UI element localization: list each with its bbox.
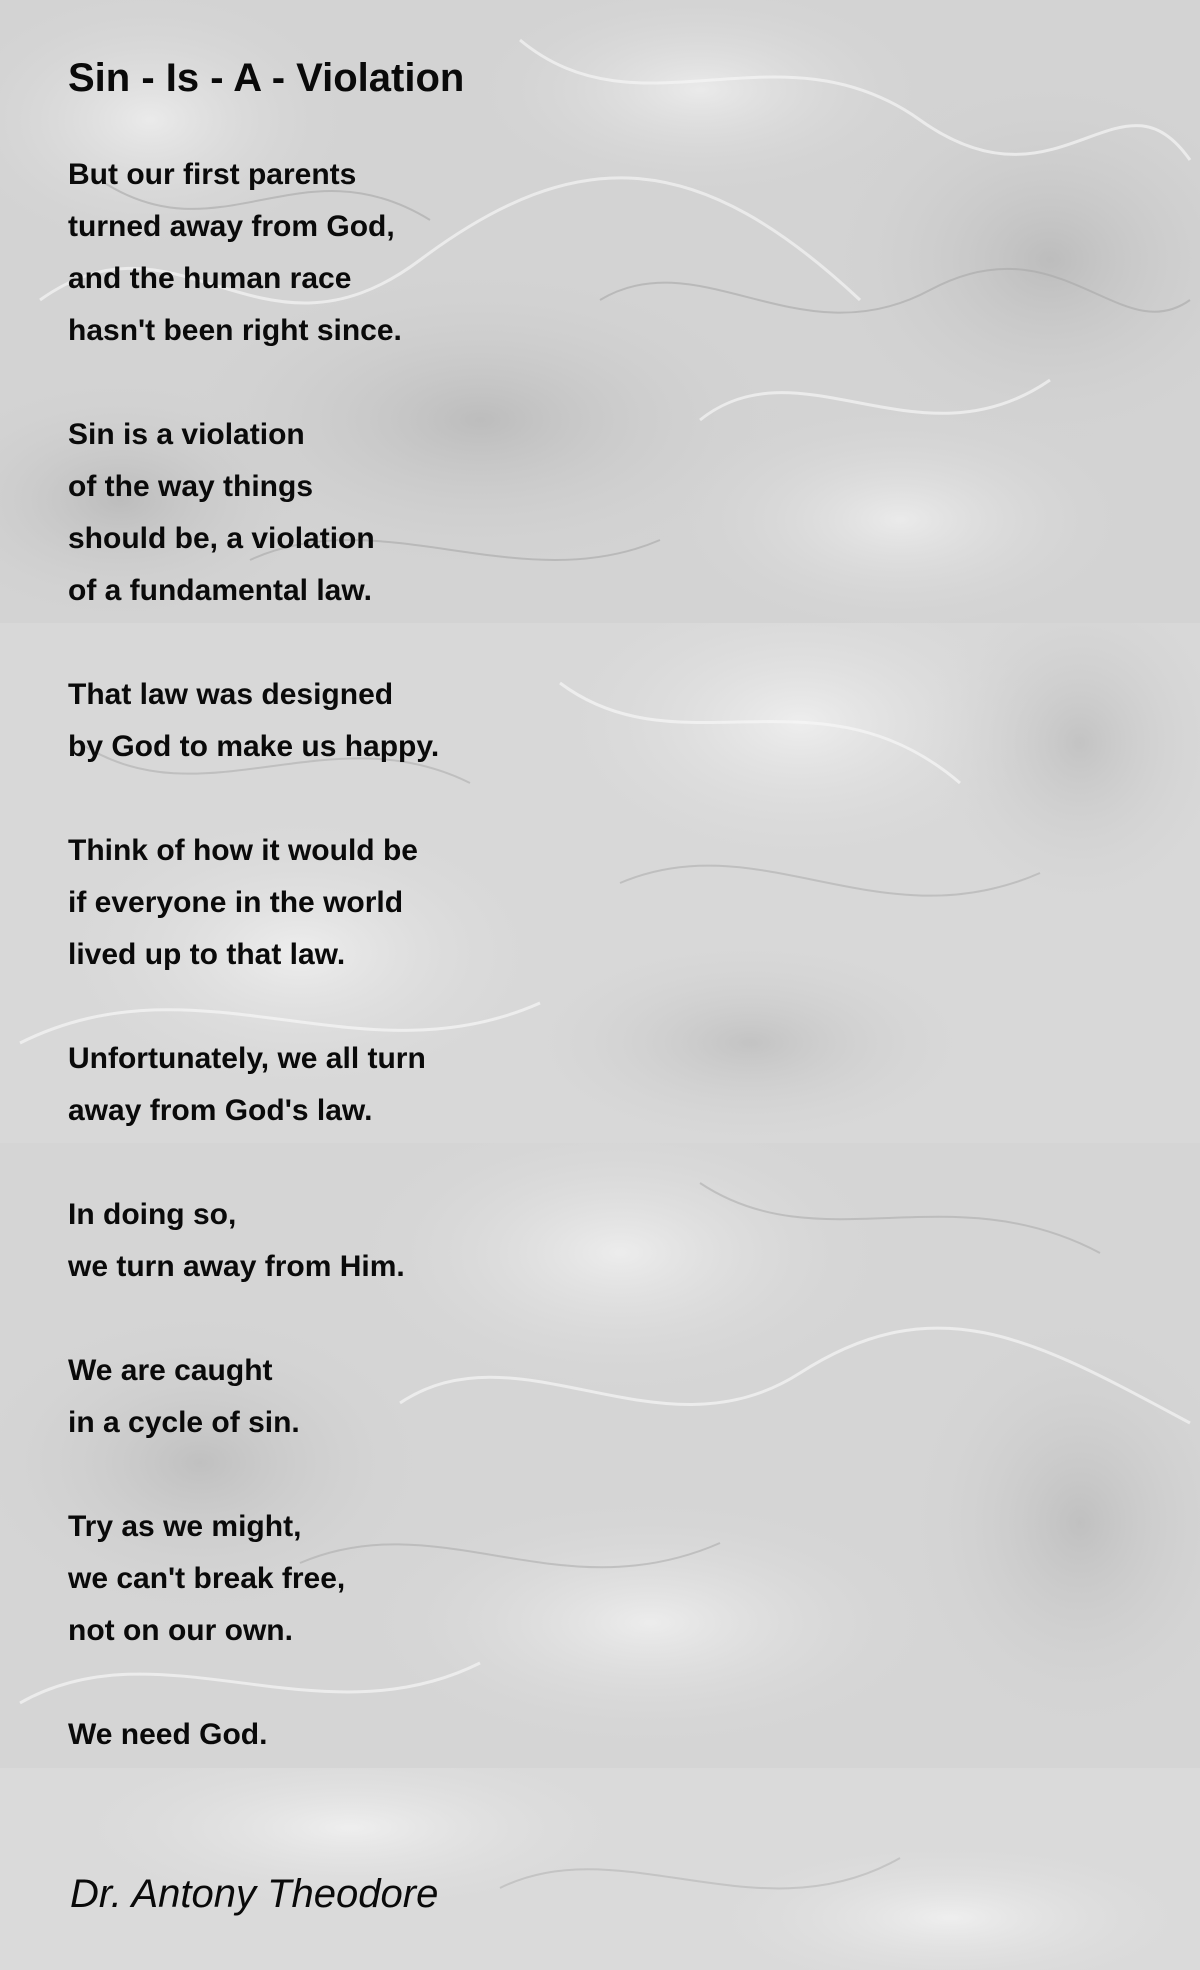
poem-line: of a fundamental law. — [68, 574, 372, 607]
poem-line: we can't break free, — [68, 1562, 346, 1595]
poem-title: Sin - Is - A - Violation — [68, 56, 465, 100]
stanza — [68, 1189, 668, 1293]
stanza — [68, 1033, 668, 1137]
poem-line: We need God. — [68, 1718, 268, 1751]
poem-line: should be, a violation — [68, 522, 375, 555]
poem-line: in a cycle of sin. — [68, 1406, 300, 1439]
poem-line: lived up to that law. — [68, 938, 346, 971]
poem-line: if everyone in the world — [68, 886, 404, 919]
poem-line: Try as we might, — [68, 1510, 302, 1543]
poem-line: of the way things — [68, 470, 314, 503]
stanza — [68, 149, 668, 357]
poem-line: by God to make us happy. — [68, 730, 440, 763]
poem-line: That law was designed — [68, 678, 394, 711]
stanza — [68, 825, 668, 981]
poem-line: we turn away from Him. — [68, 1250, 405, 1283]
poem-line: not on our own. — [68, 1614, 293, 1647]
poem-line: hasn't been right since. — [68, 314, 402, 347]
poem-line: But our first parents — [68, 158, 357, 191]
poem-line: Sin is a violation — [68, 418, 305, 451]
poem-line: turned away from God, — [68, 210, 395, 243]
poem-line: Unfortunately, we all turn — [68, 1042, 426, 1075]
poem-author: Dr. Antony Theodore — [70, 1872, 439, 1916]
poem-line: In doing so, — [68, 1198, 237, 1231]
stanza — [68, 1501, 668, 1657]
poem-line: We are caught — [68, 1354, 273, 1387]
stanza — [68, 409, 668, 617]
poem-body — [68, 149, 668, 1761]
poem-line: Think of how it would be — [68, 834, 418, 867]
stanza — [68, 669, 668, 773]
poem-line: away from God's law. — [68, 1094, 373, 1127]
stanza — [68, 1345, 668, 1449]
poem-line: and the human race — [68, 262, 352, 295]
stanza — [68, 1709, 668, 1761]
